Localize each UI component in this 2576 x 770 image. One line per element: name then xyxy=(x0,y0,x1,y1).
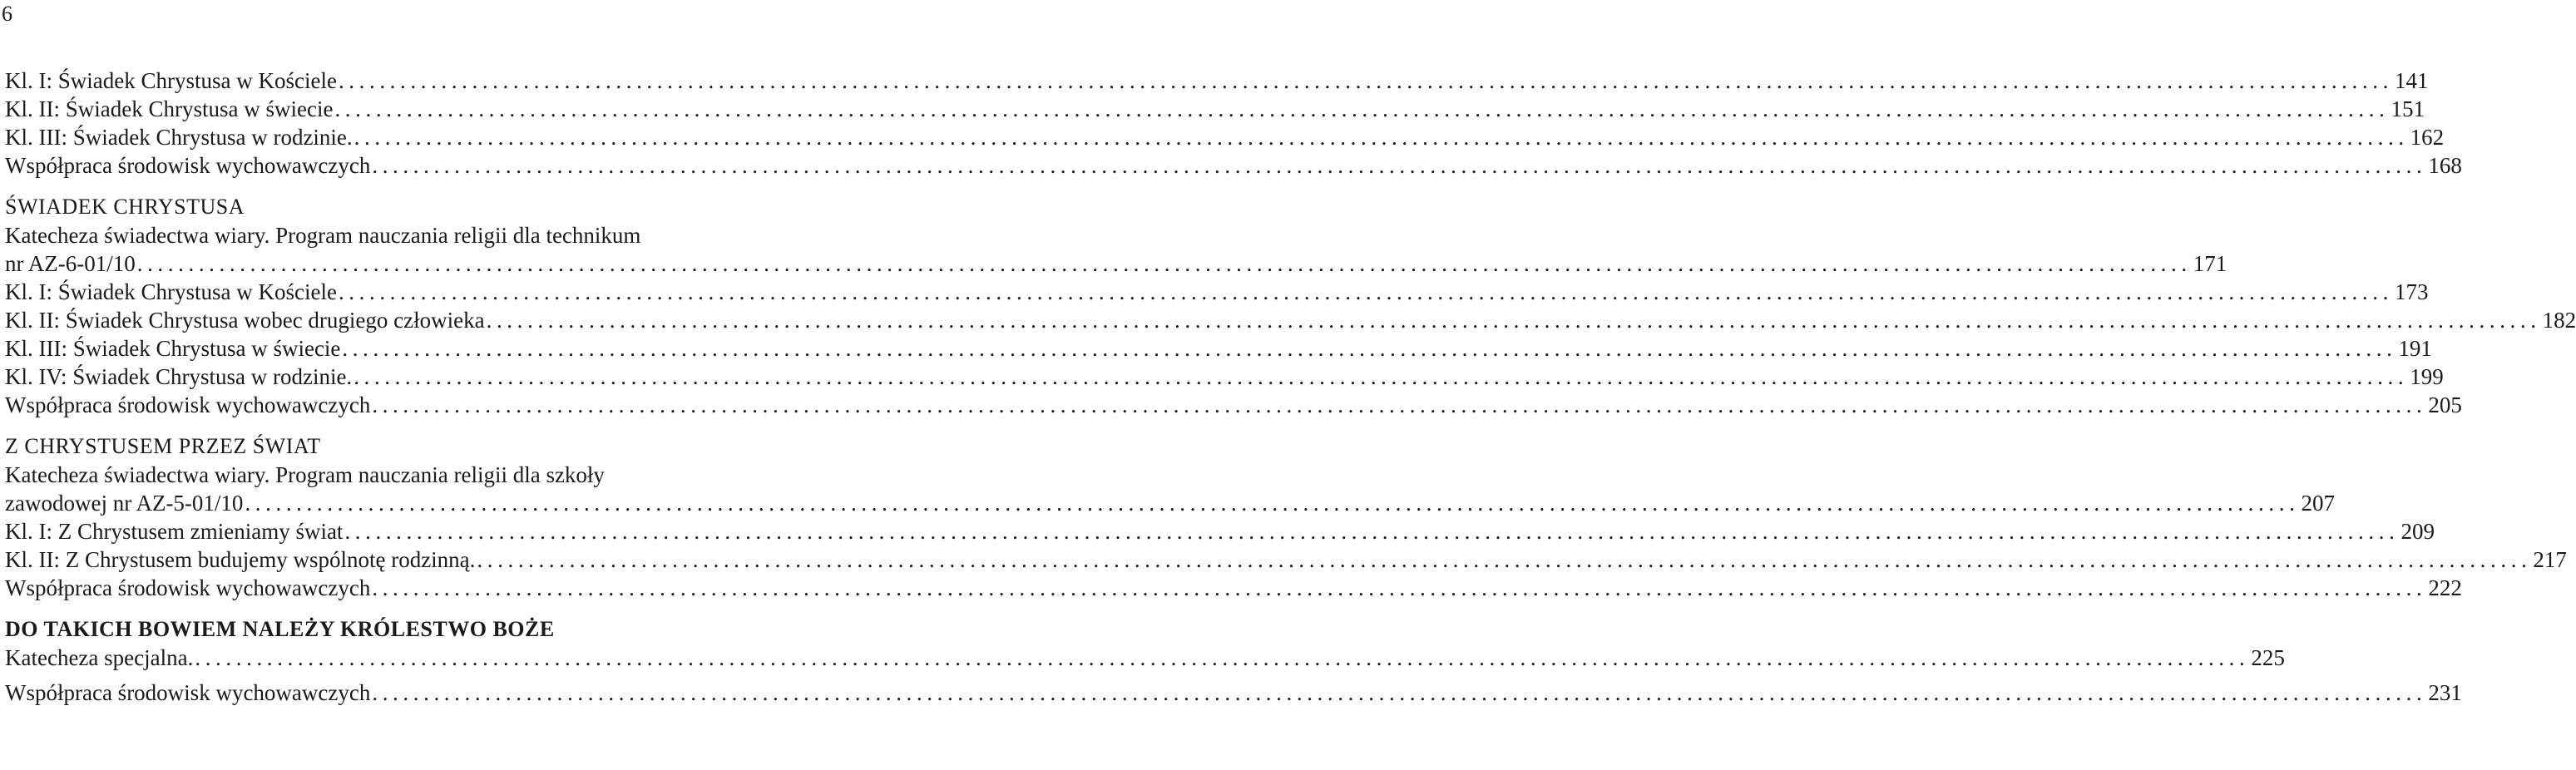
toc-group-2 xyxy=(5,193,2576,419)
toc-entry[interactable] xyxy=(5,334,2432,363)
toc-entry-page: 205 xyxy=(2428,392,2462,417)
toc-entry-page: 168 xyxy=(2428,153,2462,178)
dot-leader: ........................................................................................................................................................................................................ xyxy=(344,519,2400,544)
toc-entry-page: 217 xyxy=(2533,547,2567,572)
toc-entry[interactable] xyxy=(5,679,2462,707)
dot-leader: ........................................................................................................................................................................................................ xyxy=(354,125,2409,150)
toc-entry-title: Kl. II: Z Chrystusem budujemy wspólnotę rodzinną. xyxy=(5,547,476,572)
toc-entry[interactable] xyxy=(5,67,2429,95)
section-heading: ŚWIADEK CHRYSTUSA xyxy=(5,195,245,219)
toc-entry-page: 225 xyxy=(2251,645,2285,670)
toc-entry[interactable] xyxy=(5,123,2445,151)
toc-entry[interactable] xyxy=(5,249,2227,278)
dot-leader: ........................................................................................................................................................................................................ xyxy=(486,308,2541,333)
section-intro: Katecheza świadectwa wiary. Program nauczania religii dla szkoły xyxy=(5,462,605,487)
page-number: 6 xyxy=(2,2,12,26)
dot-leader: ........................................................................................................................................................................................................ xyxy=(136,251,2192,276)
toc-entry[interactable] xyxy=(5,545,2567,574)
toc-entry[interactable] xyxy=(5,95,2425,123)
toc-group-1 xyxy=(5,67,2462,180)
toc-entry-page: 151 xyxy=(2391,96,2425,121)
dot-leader: ........................................................................................................................................................................................................ xyxy=(338,68,2393,93)
toc-entry-title: Współpraca środowisk wychowawczych xyxy=(5,575,371,600)
toc-entry-title: Współpraca środowisk wychowawczych xyxy=(5,392,371,417)
toc-entry[interactable] xyxy=(5,489,2335,517)
toc-entry-title: Współpraca środowisk wychowawczych xyxy=(5,153,371,178)
toc-entry-page: 171 xyxy=(2193,251,2227,276)
section-heading: DO TAKICH BOWIEM NALEŻY KRÓLESTWO BOŻE xyxy=(5,617,555,641)
dot-leader: ........................................................................................................................................................................................................ xyxy=(354,364,2409,389)
toc-entry[interactable] xyxy=(5,517,2435,545)
toc-entry-title: Kl. II: Świadek Chrystusa wobec drugiego człowieka xyxy=(5,308,485,333)
toc-entry-title: nr AZ-6-01/10 xyxy=(5,251,136,276)
dot-leader: ........................................................................................................................................................................................................ xyxy=(342,336,2397,361)
dot-leader: ........................................................................................................................................................................................................ xyxy=(195,645,2250,670)
toc-entry-page: 222 xyxy=(2428,575,2462,600)
dot-leader: ........................................................................................................................................................................................................ xyxy=(477,547,2532,572)
section-heading: Z CHRYSTUSEM PRZEZ ŚWIAT xyxy=(5,434,321,458)
dot-leader: ........................................................................................................................................................................................................ xyxy=(372,680,2427,705)
dot-leader: ........................................................................................................................................................................................................ xyxy=(338,279,2393,304)
section-intro: Katecheza świadectwa wiary. Program nauczania religii dla technikum xyxy=(5,223,641,248)
toc-entry[interactable] xyxy=(5,391,2462,419)
toc-entry[interactable] xyxy=(5,306,2576,334)
toc-entry-page: 231 xyxy=(2428,680,2462,705)
toc-entry-page: 199 xyxy=(2410,364,2444,389)
toc-entry-title: Współpraca środowisk wychowawczych xyxy=(5,680,371,705)
toc-entry-page: 207 xyxy=(2301,491,2335,516)
toc-entry-title: Katecheza specjalna. xyxy=(5,645,194,670)
toc-entry[interactable] xyxy=(5,363,2444,391)
dot-leader: ........................................................................................................................................................................................................ xyxy=(372,153,2427,178)
table-of-contents xyxy=(5,67,2576,707)
toc-group-4 xyxy=(5,615,2462,707)
toc-entry-page: 209 xyxy=(2400,519,2435,544)
toc-entry-title: Kl. II: Świadek Chrystusa w świecie xyxy=(5,96,334,121)
toc-entry-title: Kl. I: Z Chrystusem zmieniamy świat xyxy=(5,519,344,544)
toc-entry[interactable] xyxy=(5,151,2462,180)
toc-entry-title: zawodowej nr AZ-5-01/10 xyxy=(5,491,244,516)
dot-leader: ........................................................................................................................................................................................................ xyxy=(372,392,2427,417)
toc-entry-page: 191 xyxy=(2398,336,2432,361)
dot-leader: ........................................................................................................................................................................................................ xyxy=(372,575,2427,600)
dot-leader: ........................................................................................................................................................................................................ xyxy=(334,96,2390,121)
toc-entry-page: 173 xyxy=(2394,279,2429,304)
dot-leader: ........................................................................................................................................................................................................ xyxy=(245,491,2300,516)
toc-entry-page: 162 xyxy=(2410,125,2445,150)
toc-entry-page: 141 xyxy=(2394,68,2429,93)
toc-entry-title: Kl. III: Świadek Chrystusa w świecie xyxy=(5,336,341,361)
toc-entry-page: 182 xyxy=(2542,308,2576,333)
toc-entry-title: Kl. III: Świadek Chrystusa w rodzinie. xyxy=(5,125,353,150)
toc-group-3 xyxy=(5,432,2567,602)
toc-entry-title: Kl. I: Świadek Chrystusa w Kościele xyxy=(5,279,337,304)
toc-entry-title: Kl. IV: Świadek Chrystusa w rodzinie. xyxy=(5,364,353,389)
toc-entry[interactable] xyxy=(5,644,2285,672)
toc-entry-title: Kl. I: Świadek Chrystusa w Kościele xyxy=(5,68,337,93)
toc-entry[interactable] xyxy=(5,278,2429,306)
toc-entry[interactable] xyxy=(5,574,2462,602)
